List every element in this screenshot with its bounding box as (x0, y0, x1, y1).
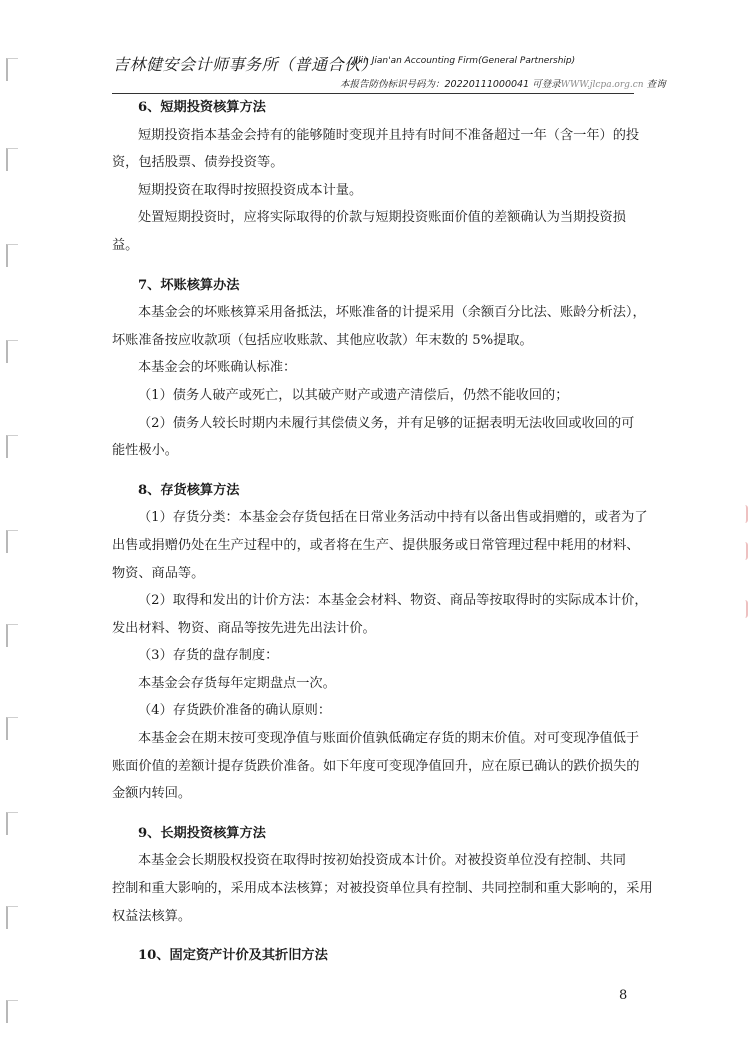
paragraph-line: 出售或捐赠仍处在生产过程中的，或者将在生产、提供服务或日常管理过程中耗用的材料、 (112, 537, 640, 553)
paragraph-line: 本基金会长期股权投资在取得时按初始投资成本计价。对被投资单位没有控制、共同 (138, 853, 626, 869)
paragraph-line: 短期投资在取得时按照投资成本计量。 (138, 182, 363, 198)
binding-mark (6, 148, 18, 171)
edge-stamp-fragment (740, 505, 748, 523)
paragraph-line: （1）债务人破产或死亡，以其破产财产或遗产清偿后，仍然不能收回的； (138, 387, 569, 403)
paragraph-line: 本基金会存货每年定期盘点一次。 (138, 675, 336, 691)
firm-name-en: Jilin Jian'an Accounting Firm(General Partnership) (353, 56, 576, 66)
code-mid: 可登录 (532, 79, 561, 90)
code-number: 20220111000041 (444, 79, 530, 90)
anti-counterfeit-line (340, 76, 666, 90)
paragraph-line: 控制和重大影响的，采用成本法核算；对被投资单位具有控制、共同控制和重大影响的，采用 (112, 881, 653, 897)
document-body (112, 94, 653, 970)
section-heading: 9、长期投资核算方法 (138, 825, 266, 841)
binding-marks (6, 40, 20, 1050)
paragraph-line: 能性极小。 (112, 443, 178, 459)
binding-mark (6, 1000, 18, 1023)
binding-mark (6, 812, 18, 835)
paragraph-line: （3）存货的盘存制度： (138, 648, 279, 664)
firm-name-cn: 吉林健安会计师事务所（普通合伙） (113, 55, 378, 74)
paragraph-line: （4）存货跌价准备的确认原则： (138, 703, 332, 719)
section-heading: 10、固定资产计价及其折旧方法 (138, 948, 328, 964)
binding-mark (6, 58, 18, 81)
binding-mark (6, 244, 18, 267)
paragraph-line: （1）存货分类：本基金会存货包括在日常业务活动中持有以备出售或捐赠的，或者为了 (138, 510, 648, 526)
binding-mark (6, 906, 18, 929)
paragraph-line: 发出材料、物资、商品等按先进先出法计价。 (112, 620, 376, 636)
paragraph-line: 坏账准备按应收款项（包括应收账款、其他应收款）年末数的 5%提取。 (112, 332, 533, 348)
edge-stamp-fragment (740, 542, 748, 560)
paragraph-line: 本基金会的坏账确认标准： (138, 360, 297, 376)
binding-mark (6, 717, 18, 740)
code-prefix: 本报告防伪标识号码为： (340, 79, 445, 90)
paragraph-line: 益。 (112, 237, 139, 253)
paragraph-line: 本基金会的坏账核算采用备抵法，坏账准备的计提采用（余额百分比法、账龄分析法）， (138, 305, 646, 321)
paragraph-line: （2）债务人较长时期内未履行其偿债义务，并有足够的证据表明无法收回或收回的可 (138, 415, 635, 431)
paragraph-line: 短期投资指本基金会持有的能够随时变现并且持有时间不准备超过一年（含一年）的投 (138, 127, 640, 143)
paragraph-line: 权益法核算。 (112, 908, 192, 924)
binding-mark (6, 624, 18, 647)
edge-stamp-fragment (740, 600, 748, 618)
section-heading: 6、短期投资核算方法 (138, 100, 266, 115)
page-number: 8 (619, 988, 628, 1003)
code-suffix: 查询 (646, 79, 666, 90)
paragraph-line: 资，包括股票、债券投资等。 (112, 155, 284, 171)
section-heading: 8、存货核算方法 (138, 482, 240, 498)
binding-mark (6, 530, 18, 553)
paragraph-line: （2）取得和发出的计价方法：本基金会材料、物资、商品等按取得时的实际成本计价， (138, 593, 648, 609)
section-heading: 7、坏账核算办法 (138, 277, 240, 293)
binding-mark (6, 340, 18, 363)
paragraph-line: 本基金会在期末按可变现净值与账面价值孰低确定存货的期末价值。对可变现净值低于 (138, 731, 640, 747)
paragraph-line: 账面价值的差额计提存货跌价准备。如下年度可变现净值回升，应在原已确认的跌价损失的 (112, 758, 640, 774)
paragraph-line: 物资、商品等。 (112, 565, 205, 581)
verify-url: WWW.jlcpa.org.cn (560, 80, 644, 90)
binding-mark (6, 435, 18, 458)
paragraph-line: 处置短期投资时，应将实际取得的价款与短期投资账面价值的差额确认为当期投资损 (138, 210, 626, 226)
paragraph-line: 金额内转回。 (112, 786, 192, 802)
